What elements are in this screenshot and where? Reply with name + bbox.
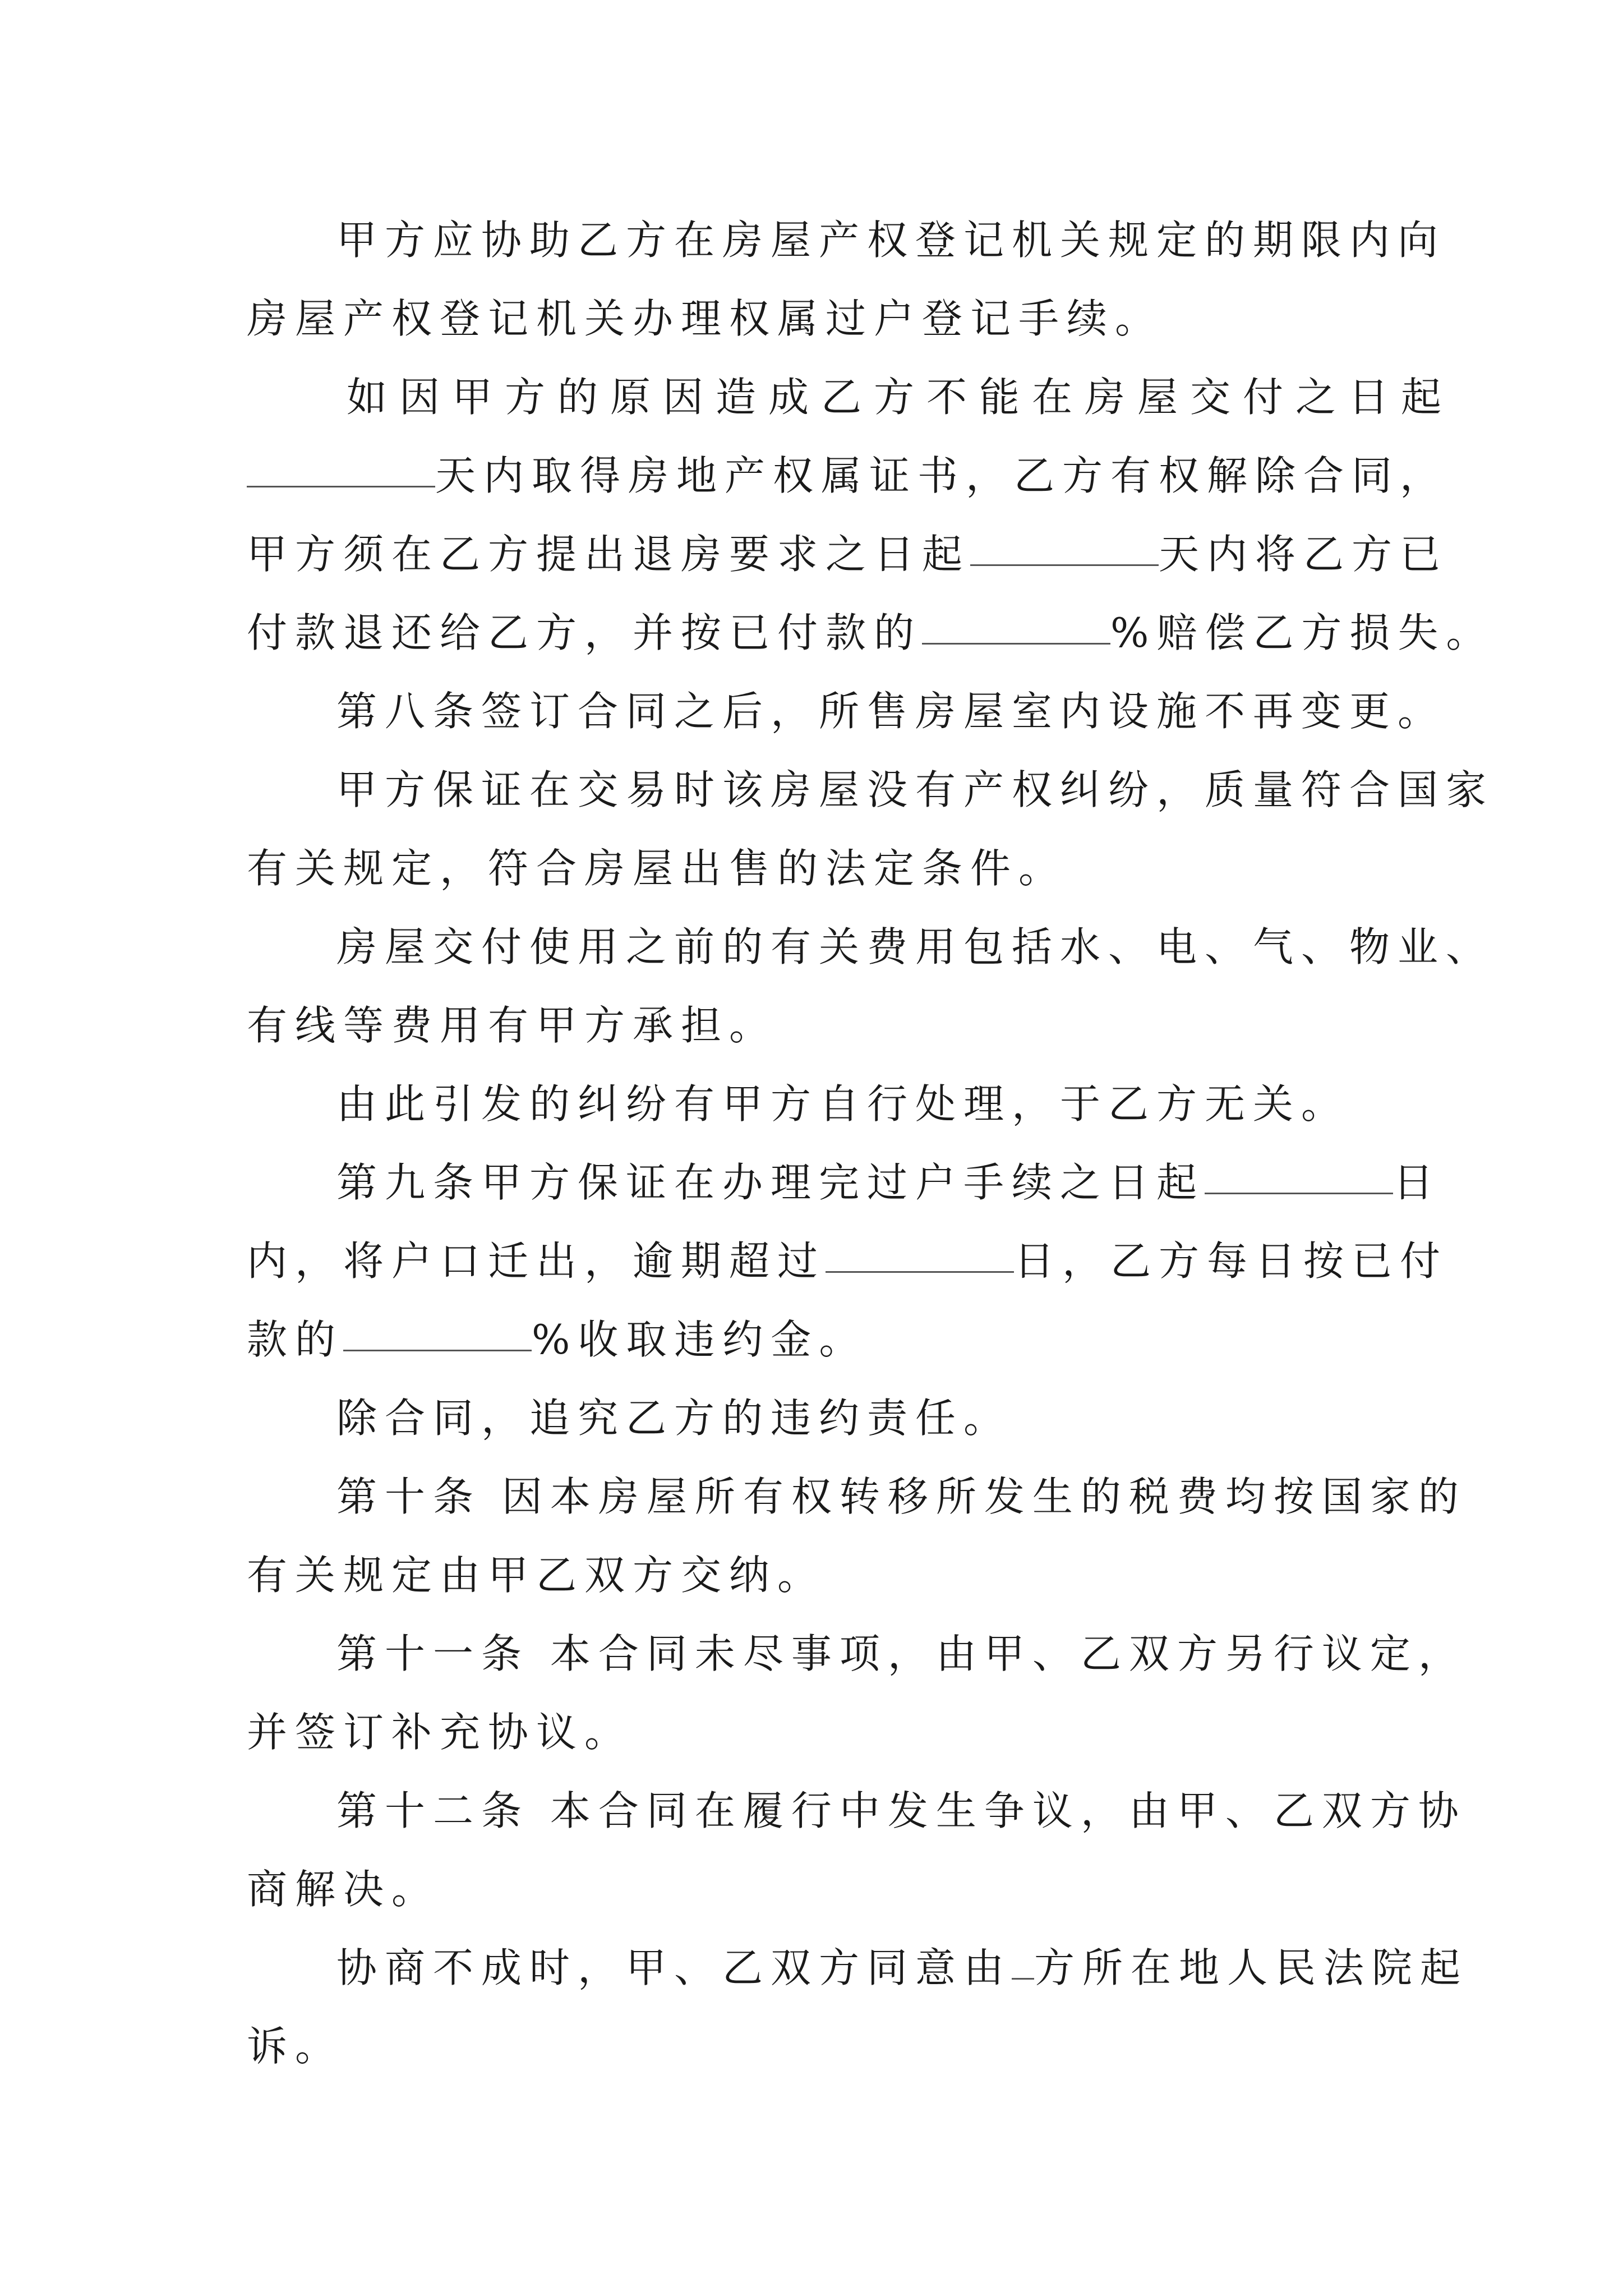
- text-line: 第九条甲方保证在办理完过户手续之日起 日: [336, 1159, 1442, 1206]
- text-line: 协商不成时，甲、乙双方同意由 方所在地人民法院起: [336, 1944, 1469, 1991]
- text-line: 第八条签订合同之后，所售房屋室内设施不再变更。: [336, 688, 1446, 735]
- fill-in-blank[interactable]: [970, 562, 1159, 566]
- text-line: 第十条 因本房屋所有权转移所发生的税费均按国家的: [336, 1473, 1467, 1520]
- text-line: 甲方应协助乙方在房屋产权登记机关规定的期限内向: [336, 217, 1446, 264]
- text-line: 并签订补充协议。: [247, 1709, 633, 1756]
- fill-in-blank[interactable]: [826, 1269, 1014, 1273]
- fill-in-blank[interactable]: [343, 1347, 532, 1351]
- fill-in-blank[interactable]: [247, 484, 435, 487]
- text-line: 内，将户口迁出，逾期超过 日，乙方每日按已付: [247, 1237, 1449, 1285]
- text-line: 除合同，追究乙方的违约责任。: [336, 1395, 1012, 1442]
- text-line: 付款退还给乙方，并按已付款的 %赔偿乙方损失。: [247, 609, 1495, 656]
- text-line: 如因甲方的原因造成乙方不能在房屋交付之日起: [347, 374, 1454, 421]
- text-line: 甲方保证在交易时该房屋没有产权纠纷，质量符合国家: [336, 766, 1495, 813]
- text-line: 商解决。: [247, 1866, 440, 1913]
- text-line: 有线等费用有甲方承担。: [247, 1002, 778, 1049]
- text-line: 第十二条 本合同在履行中发生争议，由甲、乙双方协: [336, 1787, 1467, 1834]
- text-line: 房屋交付使用之前的有关费用包括水、电、气、物业、: [336, 923, 1495, 970]
- text-line: 第十一条 本合同未尽事项，由甲、乙双方另行议定，: [336, 1630, 1467, 1677]
- text-line: 甲方须在乙方提出退房要求之日起 天内将乙方已: [247, 531, 1449, 578]
- fill-in-blank[interactable]: [1012, 1976, 1034, 1980]
- text-line: 有关规定由甲乙双方交纳。: [247, 1552, 826, 1599]
- fill-in-blank[interactable]: [922, 641, 1110, 645]
- text-line: 房屋产权登记机关办理权属过户登记手续。: [247, 295, 1164, 342]
- text-line: 诉。: [247, 2023, 344, 2070]
- text-line: 款的 %收取违约金。: [247, 1316, 868, 1363]
- text-line: 由此引发的纠纷有甲方自行处理，于乙方无关。: [336, 1080, 1350, 1128]
- text-line: 天内取得房地产权属证书，乙方有权解除合同，: [247, 448, 1623, 504]
- text-line: 有关规定，符合房屋出售的法定条件。: [247, 845, 1067, 892]
- fill-in-blank[interactable]: [1205, 1190, 1393, 1194]
